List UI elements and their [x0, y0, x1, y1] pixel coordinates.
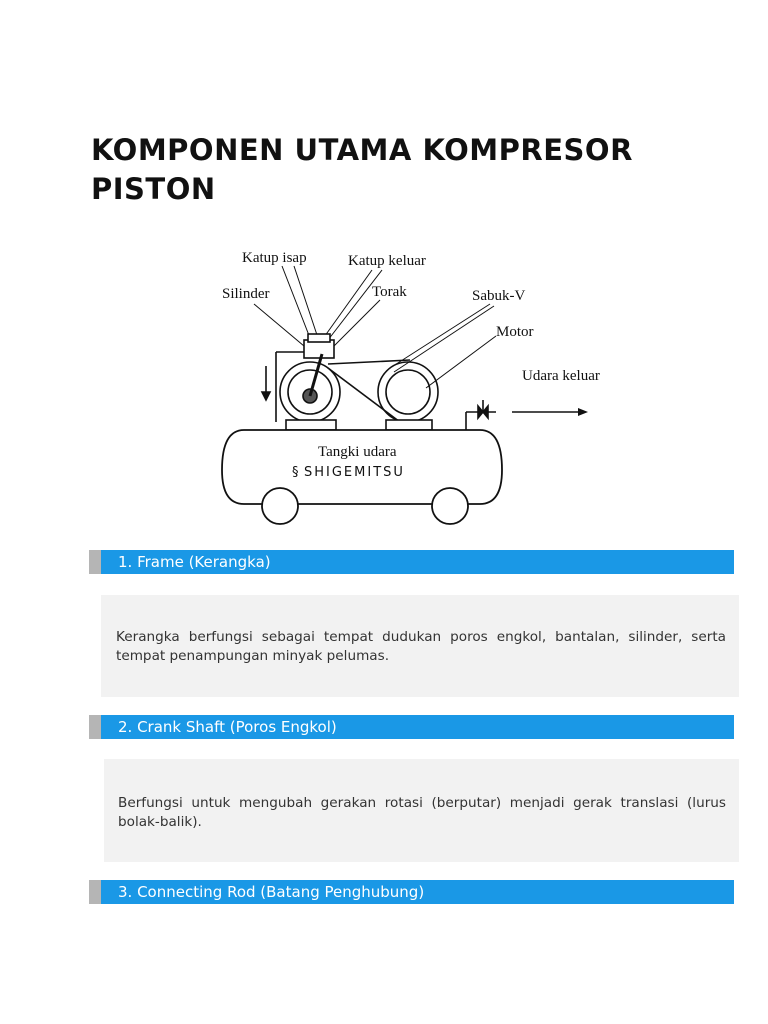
section-text: Berfungsi untuk mengubah gerakan rotasi (berputar) menjadi gerak translasi (lurus bolak-balik).	[118, 795, 726, 830]
section-header-crank-shaft	[89, 715, 734, 739]
section-heading: 1. Frame (Kerangka)	[118, 553, 271, 571]
outlet-valve	[466, 400, 496, 430]
compressor-unit	[262, 334, 340, 430]
label-udara-keluar: Udara keluar	[522, 368, 600, 384]
label-tangki-udara: Tangki udara	[318, 444, 397, 460]
brand-mark-icon: §	[292, 465, 299, 480]
label-sabuk-v: Sabuk-V	[472, 288, 526, 304]
brand-logo	[292, 465, 405, 480]
section-body-crank-shaft	[104, 759, 739, 862]
section-heading: 2. Crank Shaft (Poros Engkol)	[118, 718, 337, 736]
compressor-diagram	[200, 236, 620, 536]
label-motor: Motor	[496, 324, 534, 340]
label-katup-keluar: Katup keluar	[348, 253, 426, 269]
air-out-arrow	[512, 408, 588, 416]
label-silinder: Silinder	[222, 286, 270, 302]
section-body-frame	[101, 595, 739, 697]
section-header-frame	[89, 550, 734, 574]
label-katup-isap: Katup isap	[242, 250, 307, 266]
compressor-diagram-svg	[200, 236, 620, 536]
section-heading: 3. Connecting Rod (Batang Penghubung)	[118, 883, 425, 901]
section-header-connecting-rod	[89, 880, 734, 904]
motor-unit	[378, 362, 438, 430]
label-torak: Torak	[372, 284, 407, 300]
page-title: KOMPONEN UTAMA KOMPRESOR PISTON	[91, 133, 633, 207]
brand-name: SHIGEMITSU	[304, 465, 405, 480]
section-text: Kerangka berfungsi sebagai tempat dudukan poros engkol, bantalan, silinder, serta tempat penampungan minyak pelumas.	[116, 629, 726, 664]
